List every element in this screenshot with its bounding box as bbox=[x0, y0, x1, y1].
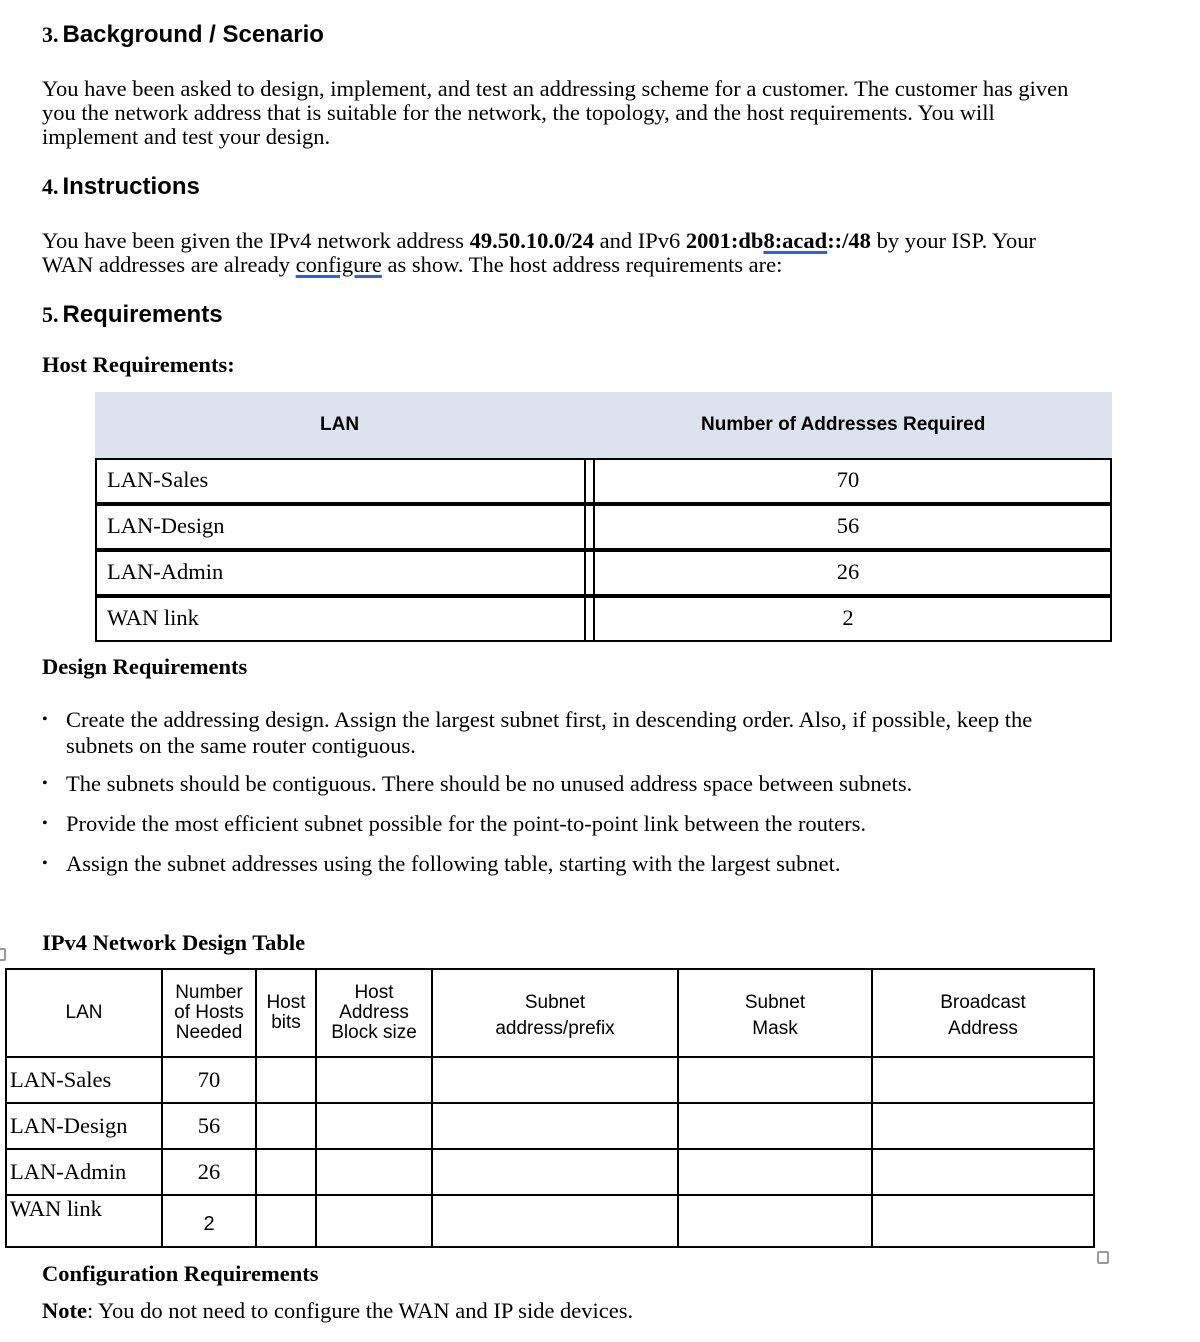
subnet-address-cell[interactable] bbox=[432, 1195, 678, 1247]
addresses-cell[interactable]: 70 bbox=[584, 458, 1112, 504]
table-row bbox=[6, 1149, 1094, 1195]
header-text: Host bbox=[266, 992, 306, 1013]
bullet-icon: • bbox=[42, 815, 48, 832]
broadcast-cell[interactable] bbox=[872, 1057, 1094, 1103]
header-text: Mask bbox=[752, 1018, 798, 1039]
lan-cell[interactable]: LAN-Sales bbox=[6, 1057, 162, 1103]
table-row bbox=[6, 1195, 1094, 1247]
host-requirements-heading: Host Requirements: bbox=[42, 352, 235, 377]
broadcast-cell[interactable] bbox=[872, 1103, 1094, 1149]
list-item-text: Assign the subnet addresses using the following table, starting with the largest subnet. bbox=[66, 851, 841, 876]
grammar-flagged-text[interactable]: configure bbox=[295, 252, 382, 277]
text: You have been given the IPv4 network address bbox=[42, 228, 470, 253]
text: by your ISP. Your bbox=[870, 228, 1036, 253]
section-heading-background bbox=[42, 20, 324, 53]
column-header-hosts-needed bbox=[162, 969, 256, 1057]
lan-cell[interactable]: LAN-Sales bbox=[95, 458, 595, 504]
text-line: Create the addressing design. Assign the largest subnet first, in descending order. Also, if possible, keep the bbox=[66, 707, 1033, 732]
block-size-cell[interactable] bbox=[316, 1057, 432, 1103]
lan-cell[interactable]: WAN link bbox=[95, 596, 595, 642]
addresses-cell[interactable]: 56 bbox=[584, 504, 1112, 550]
header-text: Subnet bbox=[744, 992, 806, 1013]
design-requirements-heading: Design Requirements bbox=[42, 654, 248, 679]
subnet-mask-cell[interactable] bbox=[678, 1103, 872, 1149]
header-text: address/prefix bbox=[495, 1018, 615, 1039]
table-header-row bbox=[6, 969, 1094, 1057]
subnet-address-cell[interactable] bbox=[432, 1149, 678, 1195]
table-row bbox=[95, 550, 1112, 596]
header-text: Block size bbox=[331, 1022, 417, 1043]
hosts-cell[interactable]: 56 bbox=[162, 1103, 256, 1149]
hosts-cell[interactable]: 2 bbox=[162, 1195, 256, 1247]
ipv6-part: ::/48 bbox=[827, 228, 871, 253]
broadcast-cell[interactable] bbox=[872, 1195, 1094, 1247]
table-row bbox=[95, 504, 1112, 550]
text: and IPv6 bbox=[594, 228, 686, 253]
ipv6-part: 2001:db bbox=[685, 228, 764, 253]
host-bits-cell[interactable] bbox=[256, 1057, 316, 1103]
text: WAN addresses are already bbox=[42, 252, 296, 277]
lan-cell[interactable]: WAN link bbox=[6, 1195, 162, 1247]
section-title: Requirements bbox=[62, 301, 223, 328]
table-move-handle[interactable] bbox=[0, 948, 6, 961]
text-line: subnets on the same router contiguous. bbox=[66, 733, 416, 758]
table-resize-handle[interactable] bbox=[1097, 1251, 1109, 1264]
subnet-mask-cell[interactable] bbox=[678, 1149, 872, 1195]
subnet-address-cell[interactable] bbox=[432, 1103, 678, 1149]
header-text: Address bbox=[339, 1002, 409, 1023]
lan-cell[interactable]: LAN-Design bbox=[6, 1103, 162, 1149]
note-text: : You do not need to configure the WAN and IP side devices. bbox=[86, 1298, 634, 1323]
paragraph-line bbox=[42, 253, 1192, 277]
configuration-requirements-heading: Configuration Requirements bbox=[42, 1261, 319, 1286]
addresses-cell[interactable]: 26 bbox=[584, 550, 1112, 596]
paragraph-line: You have been asked to design, implement, and test an addressing scheme for a customer. The customer has given bbox=[42, 76, 1069, 101]
paragraph-line: implement and test your design. bbox=[42, 124, 331, 149]
table-row bbox=[6, 1057, 1094, 1103]
section-number: 4. bbox=[42, 174, 59, 199]
instructions-paragraph bbox=[42, 229, 1192, 277]
column-header-subnet-address bbox=[432, 969, 678, 1057]
paragraph-line bbox=[42, 229, 1192, 253]
table-header bbox=[95, 392, 1112, 458]
section-heading-requirements bbox=[42, 300, 223, 333]
column-header-lan: LAN bbox=[320, 414, 360, 435]
host-bits-cell[interactable] bbox=[256, 1195, 316, 1247]
table-row bbox=[95, 596, 1112, 642]
section-number: 5. bbox=[42, 302, 59, 327]
header-text: Needed bbox=[175, 1022, 243, 1043]
column-header-host-bits bbox=[256, 969, 316, 1057]
list-item-text: The subnets should be contiguous. There should be no unused address space between subnets. bbox=[66, 771, 913, 796]
host-bits-cell[interactable] bbox=[256, 1149, 316, 1195]
ipv4-network-address: 49.50.10.0/24 bbox=[469, 228, 595, 253]
column-header-broadcast bbox=[872, 969, 1094, 1057]
table-row bbox=[6, 1103, 1094, 1149]
broadcast-cell[interactable] bbox=[872, 1149, 1094, 1195]
addresses-cell[interactable]: 2 bbox=[584, 596, 1112, 642]
text: as show. The host address requirements are: bbox=[381, 252, 783, 277]
lan-cell[interactable]: LAN-Design bbox=[95, 504, 595, 550]
ipv4-design-table bbox=[5, 968, 1095, 1248]
section-title: Background / Scenario bbox=[62, 21, 324, 48]
note-label: Note bbox=[42, 1298, 87, 1323]
lan-cell[interactable]: LAN-Admin bbox=[95, 550, 595, 596]
hosts-cell[interactable]: 26 bbox=[162, 1149, 256, 1195]
column-header-subnet-mask bbox=[678, 969, 872, 1057]
header-text: Address bbox=[948, 1018, 1018, 1039]
block-size-cell[interactable] bbox=[316, 1149, 432, 1195]
bullet-icon: • bbox=[42, 775, 48, 792]
subnet-mask-cell[interactable] bbox=[678, 1057, 872, 1103]
list-item-text: Provide the most efficient subnet possible for the point-to-point link between the routers. bbox=[66, 811, 867, 836]
column-header-block-size bbox=[316, 969, 432, 1057]
header-text: Broadcast bbox=[940, 992, 1026, 1013]
header-text: LAN bbox=[65, 1002, 103, 1023]
hosts-cell[interactable]: 70 bbox=[162, 1057, 256, 1103]
section-title: Instructions bbox=[62, 173, 200, 200]
section-number: 3. bbox=[42, 22, 59, 47]
header-text: Host bbox=[354, 982, 394, 1003]
bullet-icon: • bbox=[42, 855, 48, 872]
header-text: of Hosts bbox=[174, 1002, 244, 1023]
block-size-cell[interactable] bbox=[316, 1103, 432, 1149]
subnet-mask-cell[interactable] bbox=[678, 1195, 872, 1247]
host-bits-cell[interactable] bbox=[256, 1103, 316, 1149]
header-text: Number bbox=[175, 982, 243, 1003]
configuration-note bbox=[42, 1299, 1192, 1323]
column-header-lan bbox=[6, 969, 162, 1057]
column-header-addresses: Number of Addresses Required bbox=[701, 414, 986, 435]
subnet-address-cell[interactable] bbox=[432, 1057, 678, 1103]
ipv6-network-address bbox=[686, 228, 871, 253]
paragraph-line: you the network address that is suitable for the network, the topology, and the host requirements. You will bbox=[42, 100, 995, 125]
list-item-text bbox=[66, 707, 1156, 759]
spellcheck-flagged-text[interactable]: 8:acad bbox=[763, 228, 828, 253]
section-heading-instructions bbox=[42, 172, 200, 205]
design-table-heading: IPv4 Network Design Table bbox=[42, 930, 306, 955]
background-paragraph bbox=[42, 77, 1192, 149]
table-row bbox=[95, 458, 1112, 504]
bullet-icon: • bbox=[42, 711, 48, 728]
lan-cell[interactable]: LAN-Admin bbox=[6, 1149, 162, 1195]
header-text: bits bbox=[271, 1012, 301, 1033]
block-size-cell[interactable] bbox=[316, 1195, 432, 1247]
header-text: Subnet bbox=[524, 992, 586, 1013]
